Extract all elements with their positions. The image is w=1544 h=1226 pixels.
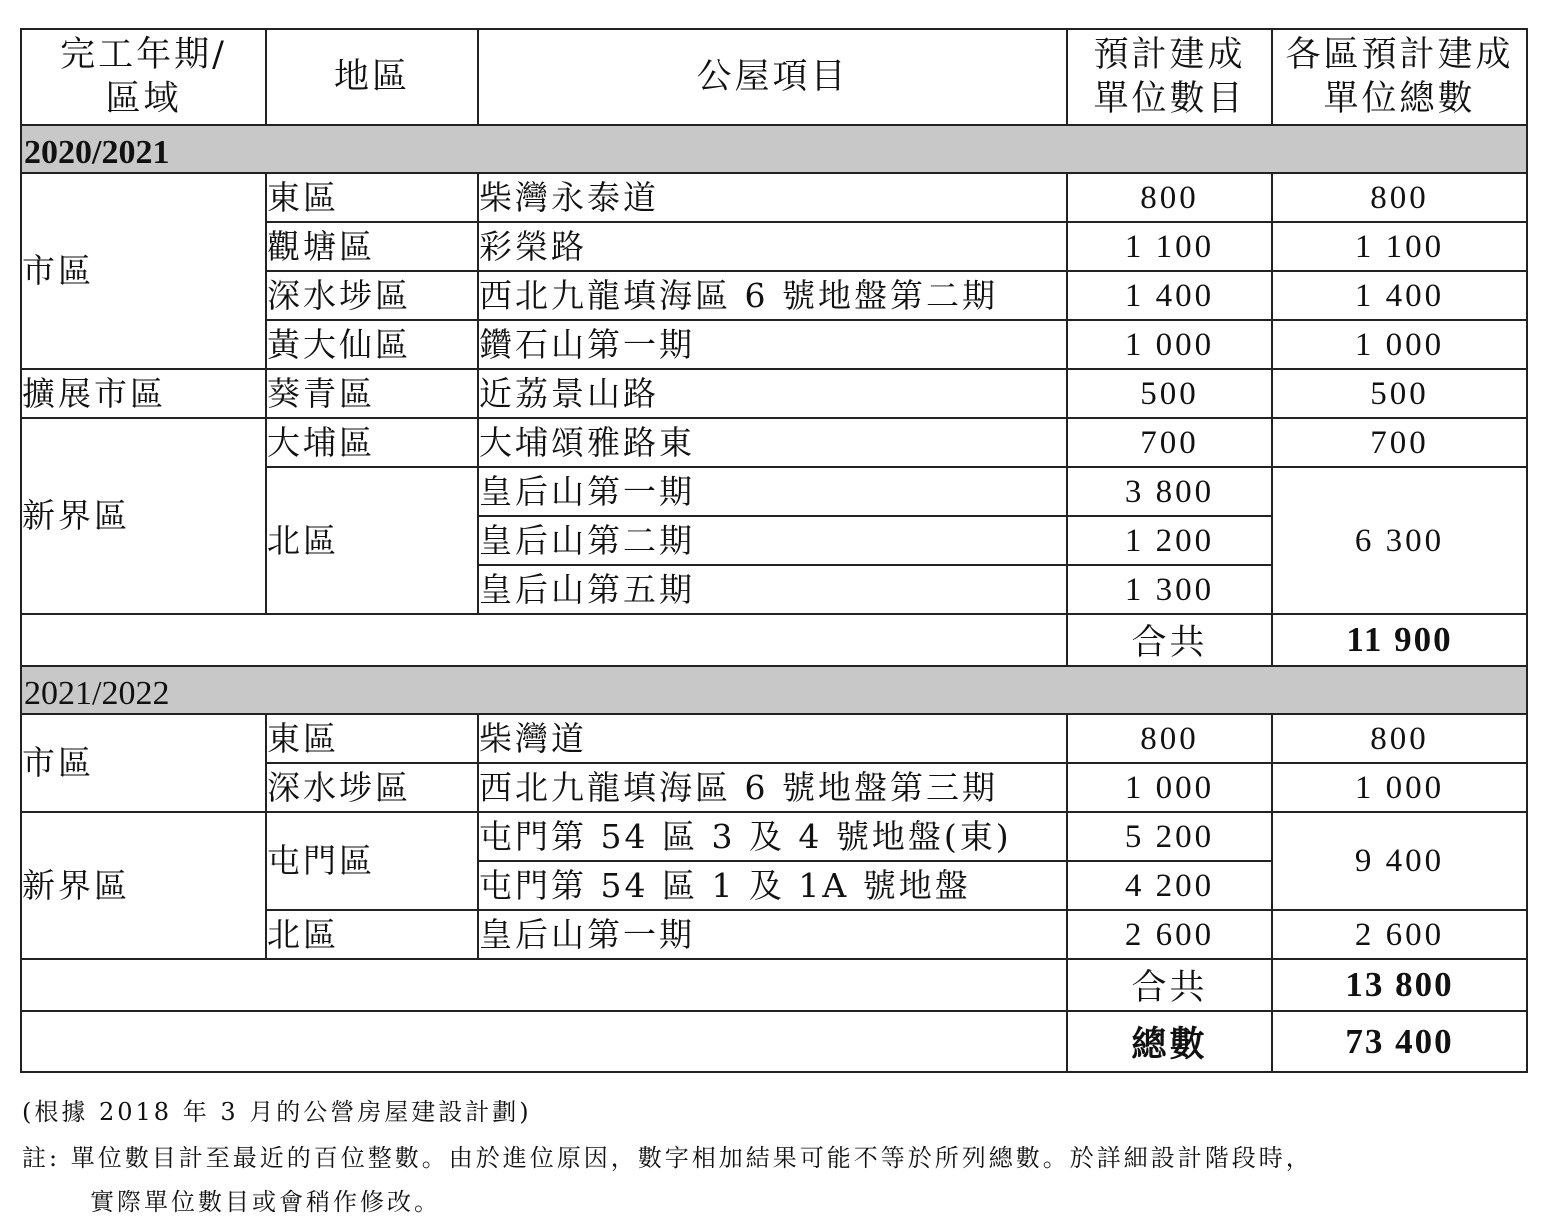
table-row bbox=[21, 418, 1527, 467]
period-row bbox=[21, 666, 1527, 714]
units-cell: 1 100 bbox=[1067, 222, 1272, 271]
district-cell: 觀塘區 bbox=[266, 222, 478, 271]
units-cell: 1 200 bbox=[1067, 516, 1272, 565]
units-cell: 1 300 bbox=[1067, 565, 1272, 614]
district-cell: 北區 bbox=[266, 467, 478, 614]
project-cell: 皇后山第五期 bbox=[478, 565, 1067, 614]
subtotal-row bbox=[21, 614, 1527, 666]
header-units-line1: 預計建成 bbox=[1093, 35, 1246, 75]
grand-total-row bbox=[21, 1011, 1527, 1072]
units-cell: 2 600 bbox=[1067, 910, 1272, 959]
grand-total-value: 73 400 bbox=[1272, 1011, 1527, 1072]
period-row bbox=[21, 125, 1527, 173]
project-cell: 皇后山第二期 bbox=[478, 516, 1067, 565]
region-cell: 市區 bbox=[21, 714, 266, 812]
district-cell: 屯門區 bbox=[266, 812, 478, 910]
district-cell: 深水埗區 bbox=[266, 271, 478, 320]
source-note: (根據 2018 年 3 月的公營房屋建設計劃) bbox=[22, 1098, 532, 1126]
subtotal-value: 13 800 bbox=[1272, 959, 1527, 1011]
district-total-cell: 700 bbox=[1272, 418, 1527, 467]
footnote-line2: 實際單位數目或會稍作修改。 bbox=[90, 1188, 441, 1216]
header-units-line2: 單位數目 bbox=[1093, 79, 1246, 119]
units-cell: 5 200 bbox=[1067, 812, 1272, 861]
units-cell: 800 bbox=[1067, 714, 1272, 763]
units-cell: 1 400 bbox=[1067, 271, 1272, 320]
project-cell: 彩榮路 bbox=[478, 222, 1067, 271]
project-cell: 西北九龍填海區 6 號地盤第二期 bbox=[478, 271, 1067, 320]
region-cell: 擴展市區 bbox=[21, 369, 266, 418]
units-cell: 800 bbox=[1067, 173, 1272, 222]
table-row bbox=[21, 369, 1527, 418]
table-row bbox=[21, 173, 1527, 222]
project-cell: 鑽石山第一期 bbox=[478, 320, 1067, 369]
subtotal-label: 合共 bbox=[1067, 614, 1272, 666]
district-total-cell: 9 400 bbox=[1272, 812, 1527, 910]
project-cell: 西北九龍填海區 6 號地盤第三期 bbox=[478, 763, 1067, 812]
grand-total-label: 總數 bbox=[1067, 1011, 1272, 1072]
grand-total-blank bbox=[21, 1011, 1067, 1072]
district-total-cell: 500 bbox=[1272, 369, 1527, 418]
table-row bbox=[21, 714, 1527, 763]
units-cell: 1 000 bbox=[1067, 763, 1272, 812]
units-cell: 700 bbox=[1067, 418, 1272, 467]
header-district-total-line1: 各區預計建成 bbox=[1285, 35, 1514, 75]
district-cell: 北區 bbox=[266, 910, 478, 959]
region-cell: 市區 bbox=[21, 173, 266, 369]
header-district: 地區 bbox=[266, 29, 478, 125]
district-total-cell: 1 400 bbox=[1272, 271, 1527, 320]
public-housing-table bbox=[20, 28, 1528, 1073]
units-cell: 3 800 bbox=[1067, 467, 1272, 516]
header-period-line1: 完工年期/ bbox=[60, 35, 227, 75]
district-cell: 葵青區 bbox=[266, 369, 478, 418]
district-cell: 黃大仙區 bbox=[266, 320, 478, 369]
project-cell: 柴灣道 bbox=[478, 714, 1067, 763]
district-total-cell: 800 bbox=[1272, 173, 1527, 222]
district-total-cell: 800 bbox=[1272, 714, 1527, 763]
subtotal-blank bbox=[21, 959, 1067, 1011]
district-cell: 深水埗區 bbox=[266, 763, 478, 812]
project-cell: 皇后山第一期 bbox=[478, 467, 1067, 516]
district-total-cell: 1 100 bbox=[1272, 222, 1527, 271]
district-total-cell: 2 600 bbox=[1272, 910, 1527, 959]
subtotal-blank bbox=[21, 614, 1067, 666]
table-row bbox=[21, 812, 1527, 861]
region-cell: 新界區 bbox=[21, 418, 266, 614]
units-cell: 4 200 bbox=[1067, 861, 1272, 910]
header-period-region bbox=[21, 29, 266, 125]
header-district-total-line2: 單位總數 bbox=[1323, 79, 1476, 119]
district-cell: 大埔區 bbox=[266, 418, 478, 467]
units-cell: 1 000 bbox=[1067, 320, 1272, 369]
period-label: 2020/2021 bbox=[21, 125, 1527, 173]
district-total-cell: 1 000 bbox=[1272, 320, 1527, 369]
region-cell: 新界區 bbox=[21, 812, 266, 959]
project-cell: 屯門第 54 區 1 及 1A 號地盤 bbox=[478, 861, 1067, 910]
period-label: 2021/2022 bbox=[21, 666, 1527, 714]
subtotal-label: 合共 bbox=[1067, 959, 1272, 1011]
project-cell: 柴灣永泰道 bbox=[478, 173, 1067, 222]
header-units bbox=[1067, 29, 1272, 125]
project-cell: 皇后山第一期 bbox=[478, 910, 1067, 959]
subtotal-value: 11 900 bbox=[1272, 614, 1527, 666]
project-cell: 大埔頌雅路東 bbox=[478, 418, 1067, 467]
header-period-line2: 區域 bbox=[105, 79, 182, 119]
district-cell: 東區 bbox=[266, 173, 478, 222]
header-row bbox=[21, 29, 1527, 125]
units-cell: 500 bbox=[1067, 369, 1272, 418]
district-total-cell: 6 300 bbox=[1272, 467, 1527, 614]
header-district-total bbox=[1272, 29, 1527, 125]
subtotal-row bbox=[21, 959, 1527, 1011]
header-project: 公屋項目 bbox=[478, 29, 1067, 125]
project-cell: 近荔景山路 bbox=[478, 369, 1067, 418]
district-cell: 東區 bbox=[266, 714, 478, 763]
district-total-cell: 1 000 bbox=[1272, 763, 1527, 812]
footnote-line1: 註: 單位數目計至最近的百位整數。由於進位原因，數字相加結果可能不等於所列總數。於詳細設計階段時， bbox=[22, 1144, 1313, 1172]
project-cell: 屯門第 54 區 3 及 4 號地盤(東) bbox=[478, 812, 1067, 861]
